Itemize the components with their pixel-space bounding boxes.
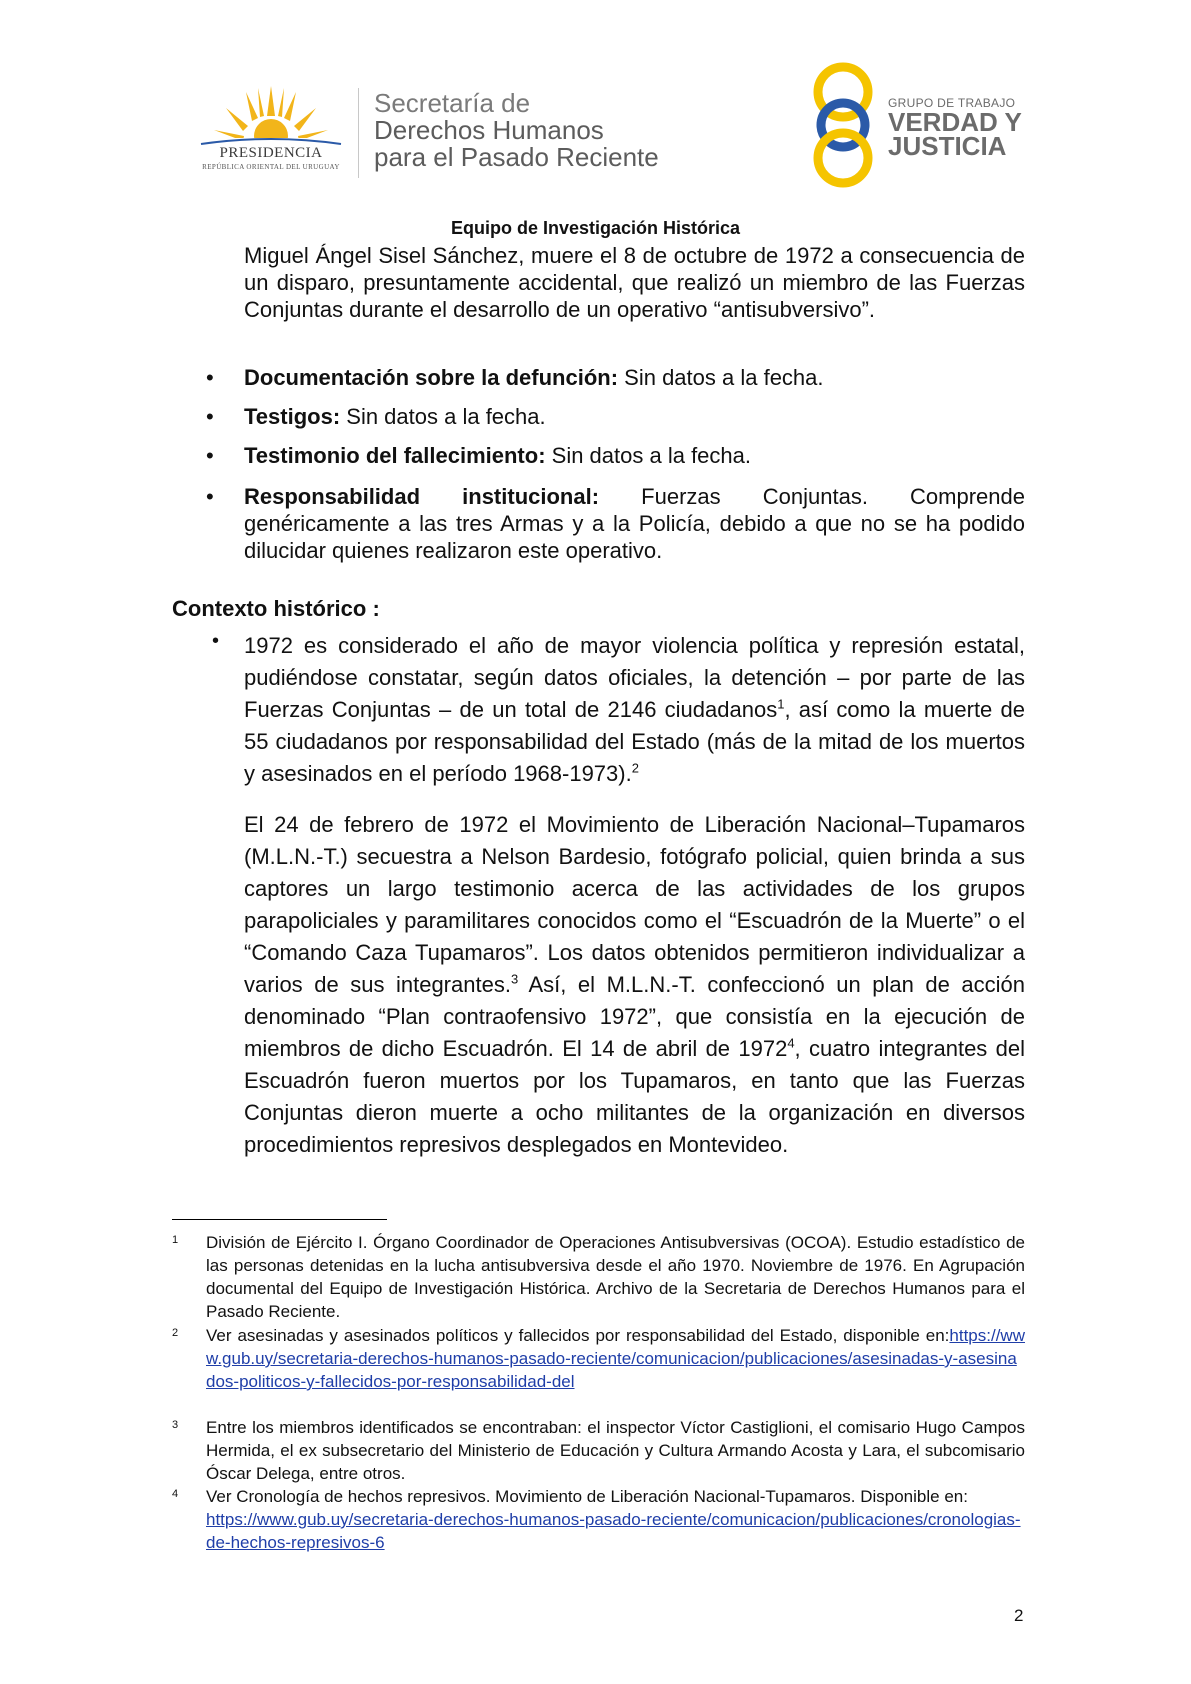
secretaria-title (374, 90, 659, 171)
bullet-responsabilidad (244, 483, 1025, 564)
secretaria-line-3: para el Pasado Reciente (374, 142, 659, 172)
bullet-label: Testimonio del fallecimiento: (244, 443, 546, 468)
verdad-justicia-label (888, 107, 1022, 161)
bullet-marker: • (206, 443, 214, 468)
bullet-testigos (244, 403, 1025, 430)
footnote-text: División de Ejército I. Órgano Coordinador de Operaciones Antisubversivas (OCOA). Estudio estadístico de las personas detenidas en la lucha antisubversiva desde el año 1970. Noviembre de 1976. En Agrupación documental del Equipo de Investigación Histórica. Archivo de la Secretaria de Derechos Humanos para el Pasado Reciente. (206, 1233, 1025, 1321)
secretaria-line-1: Secretaría de (374, 88, 531, 118)
page-title: Equipo de Investigación Histórica (450, 218, 741, 238)
footnote-text: Ver asesinadas y asesinados políticos y fallecidos por responsabilidad del Estado, disponible en: (206, 1326, 950, 1345)
bullet-label: Documentación sobre la defunción: (244, 365, 619, 390)
bullet-marker: • (206, 484, 214, 509)
footnote-link[interactable]: https://www.gub.uy/secretaria-derechos-humanos-pasado-reciente/comunicacion/publicaciones/asesinadas-y-asesinados-politicos-y-fallecidos-por-responsabilidad-del (206, 1326, 1025, 1391)
footnote-number: 1 (172, 1234, 179, 1246)
section-heading: Contexto histórico : (172, 596, 380, 621)
verdad-justicia-rings-logo (808, 62, 878, 188)
text-run: , cuatro integrantes del Escuadrón fueron muertos por los Tupamaros, en tanto que las Fuerzas Conjuntas dieron muerte a ocho militantes de la organización en diversos procedimientos represivos desplegados en Montevideo. (244, 1036, 1025, 1157)
contexto-paragraph-2 (244, 809, 1025, 1161)
footnote-ref-4[interactable]: 4 (787, 1035, 795, 1051)
page-number: 2 (1014, 1606, 1024, 1625)
text-run: El 24 de febrero de 1972 el Movimiento de Liberación Nacional–Tupamaros (M.L.N.-T.) secuestra a Nelson Bardesio, fotógrafo policial, quien brinda a sus captores un largo testimonio acerca de las actividades de los grupos parapoliciales y paramilitares conocidos como el “Escuadrón de la Muerte” o el “Comando Caza Tupamaros”. Los datos obtenidos permitieron individualizar a varios de sus integrantes. (244, 812, 1025, 997)
footnote-text: Entre los miembros identificados se encontraban: el inspector Víctor Castiglioni, el comisario Hugo Campos Hermida, el ex subsecretario del Ministerio de Educación y Cultura Armando Acosta y Lara, el subcomisario Óscar Delega, entre otros. (206, 1418, 1025, 1483)
secretaria-line-2: Derechos Humanos (374, 115, 604, 145)
footnote-number: 4 (172, 1488, 179, 1500)
verdad-label: VERDAD Y (888, 107, 1022, 137)
footnote-body (206, 1324, 1025, 1393)
bullet-text: Fuerzas Conjuntas. Comprende genéricamente a las tres Armas y a la Policía, debido a que no se ha podido dilucidar quienes realizaron este operativo. (244, 484, 1025, 563)
footnote-3 (172, 1416, 1025, 1485)
text-run: Así, el M.L.N.-T. confeccionó un plan de acción denominado “Plan contraofensivo 1972”, que consistía en la ejecución de miembros de dicho Escuadrón. El 14 de abril de 1972 (244, 972, 1025, 1061)
presidencia-subtitle: REPÚBLICA ORIENTAL DEL URUGUAY (202, 163, 340, 171)
header-divider (358, 88, 359, 178)
text-run: 1972 es considerado el año de mayor violencia política y represión estatal, pudiéndose constatar, según datos oficiales, la detención – por parte de las Fuerzas Conjuntas – de un total de 2146 ciudadanos (244, 633, 1025, 722)
bullet-text: Sin datos a la fecha. (618, 365, 824, 390)
bullet-documentacion (244, 364, 1025, 391)
footnote-body (206, 1485, 1025, 1554)
bullet-label: Responsabilidad institucional: (244, 484, 600, 509)
bullet-marker: • (212, 630, 220, 652)
footnote-2 (172, 1324, 1025, 1393)
bullet-text: Sin datos a la fecha. (545, 443, 751, 468)
bullet-testimonio (244, 442, 1025, 469)
bullet-marker: • (206, 404, 214, 429)
grupo-trabajo-label: GRUPO DE TRABAJO (888, 96, 1016, 110)
bullet-marker: • (206, 365, 214, 390)
bullet-label: Testigos: (244, 404, 341, 429)
footnote-link[interactable]: https://www.gub.uy/secretaria-derechos-humanos-pasado-reciente/comunicacion/publicaciones/cronologias-de-hechos-represivos-6 (206, 1510, 1021, 1552)
footnote-ref-1[interactable]: 1 (777, 696, 785, 712)
contexto-paragraph-1 (244, 630, 1025, 790)
footnote-text: Ver Cronología de hechos represivos. Movimiento de Liberación Nacional-Tupamaros. Disponible en: (206, 1487, 968, 1506)
presidencia-label: PRESIDENCIA (219, 145, 323, 161)
footnote-1 (172, 1231, 1025, 1323)
footnote-4 (172, 1485, 1025, 1554)
footnote-ref-3[interactable]: 3 (510, 971, 519, 987)
text-run: , así como la muerte de 55 ciudadanos por responsabilidad del Estado (más de la mitad de los muertos y asesinados en el período 1968-1973). (244, 697, 1026, 786)
intro-paragraph: Miguel Ángel Sisel Sánchez, muere el 8 de octubre de 1972 a consecuencia de un disparo, presuntamente accidental, que realizó un miembro de las Fuerzas Conjuntas durante el desarrollo de un operativo “antisubversivo”. (244, 243, 1025, 322)
footnote-ref-2[interactable]: 2 (631, 760, 639, 776)
bullet-text: Sin datos a la fecha. (340, 404, 546, 429)
justicia-label: JUSTICIA (888, 131, 1007, 161)
footnote-number: 2 (172, 1327, 179, 1339)
footnote-separator (172, 1219, 387, 1220)
footnote-number: 3 (172, 1419, 179, 1431)
